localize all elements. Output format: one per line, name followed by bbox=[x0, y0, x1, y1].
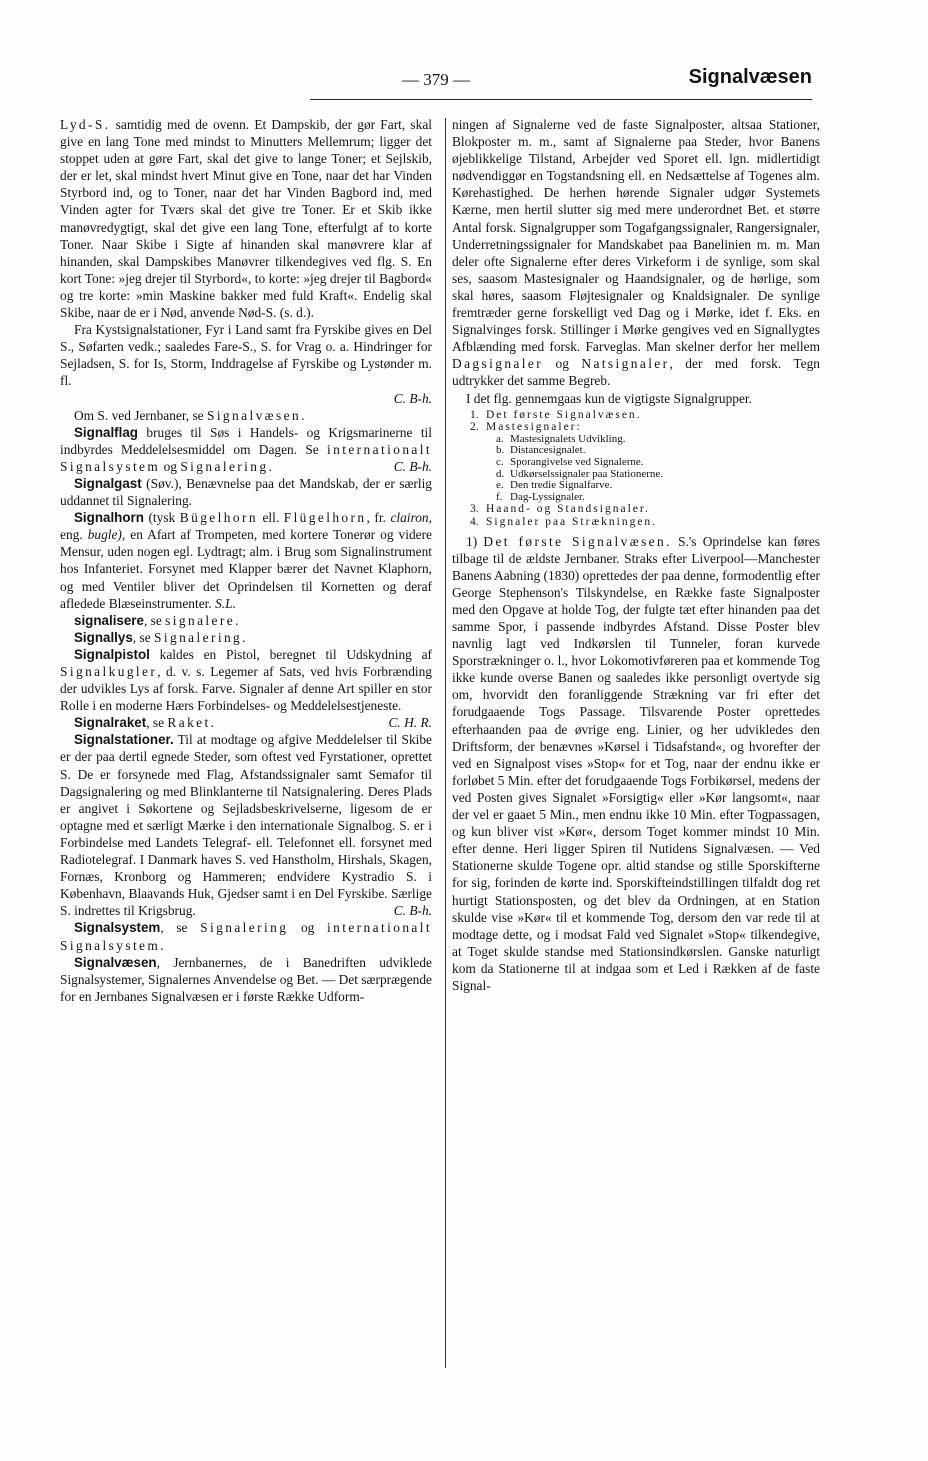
entry-text: og bbox=[288, 920, 327, 936]
spaced-term: Signalering bbox=[200, 920, 289, 936]
entry-text: , se bbox=[132, 629, 154, 645]
author-signature: C. B-h. bbox=[393, 390, 432, 406]
spaced-term: Lyd-S. bbox=[60, 117, 111, 132]
section-number: 1) bbox=[466, 533, 484, 549]
lemma: Signalpistol bbox=[74, 646, 150, 662]
spaced-term: Signalering. bbox=[154, 629, 248, 645]
entry-text: , der med forsk. Tegn udtrykker det samme Begreb. bbox=[452, 356, 820, 389]
entry-signalsystem bbox=[60, 919, 432, 953]
entry-text: S.'s Oprindelse kan føres tilbage til de ældste Jernbaner. Straks efter Liverpool—Manchester Banens Aabning (1830) oprettedes der paa denne, formodentlig efter George Stephenson's Tilskyndelse, en Række faste Signalposter med den Opgave at holde Tog, der fulgte tæt efter hinanden paa det samme Spor, i passende indbyrdes Afstand. Disse Poster blev navnlig lagt ved Indkørslen til Tunneler, foran kurvede Sporstrækninger o. l., hvor Lokomotivføreren paa et kommende Tog ikke kunde overse Banen og saaledes ikke personligt overtyde sig om, hvorvidt den foranliggende Strækning var fri efter det forudgaaende Togs Passage. Tilsvarende Poster oprettedes efterhaanden paa de øvrige eng. Linier, og her udvikledes den Driftsform, der benævnes »Kørsel i Tidsafstand«, og hvorefter der ved en Signalpost vises »Stop« for et Tog, naar der endnu ikke er forløbet 5 Min. efter det forudgaaende Togs Forbikørsel, medens der ved Posten gives Signalet »Forsigtig« eller »Kør langsomt«, naar der vel er gaaet 5 Min., men endnu ikke 10 Min. efter Togpassagen, og kun bliver vist »Kør«, dersom Toget kommer mindst 10 Min. efter denne. Heri ligger Spiren til Nutidens Signalvæsen. — Ved Stationerne skulde Togene opr. altid standse og stille Sporskifterne for sig, forinden de kørte ind. Sporskifteindstillingen tilfaldt dog ret hurtigt Stationsposten, og det blev da Ordningen, at en Station skulde vise »Kør« til et kommende Tog, dersom den var rede til at modtage dette, og i modsat Fald ved Signalet »Stop« tilkendegive, at Toget skulde standse med Stationsindkørslen. Ganske naturligt kom da Stationerne til at indgaa som et Led i Rækken af de faste Signal- bbox=[452, 533, 820, 993]
lemma: signalisere bbox=[74, 612, 144, 628]
sub-outline bbox=[496, 434, 820, 504]
spaced-term: Bügelhorn bbox=[179, 510, 258, 526]
entry-signalvaesen bbox=[60, 954, 432, 1005]
entry-text: , se bbox=[160, 920, 201, 936]
outline-text: Det første Signalvæsen. bbox=[486, 408, 642, 421]
outline-text: Haand- og Standsignaler. bbox=[486, 503, 650, 516]
outline-number: 3. bbox=[470, 503, 479, 516]
outline-text: Mastesignalets Udvikling. bbox=[510, 432, 626, 445]
spaced-term: Signalering. bbox=[180, 458, 275, 474]
outline-letter: a. bbox=[496, 432, 504, 445]
entry-paragraph: I det flg. gennemgaas kun de vigtigste Signalgrupper. bbox=[466, 390, 752, 406]
outline-text: Signaler paa Strækningen. bbox=[486, 515, 658, 528]
entry-text: og bbox=[543, 356, 582, 372]
entry-text: ell. bbox=[257, 510, 284, 526]
page-number: — 379 — bbox=[402, 70, 470, 89]
lemma: Signalraket bbox=[74, 715, 147, 731]
outline-item bbox=[470, 409, 820, 422]
entry-signalisere bbox=[60, 612, 432, 629]
entry-signal-continued bbox=[60, 116, 432, 321]
outline-text: Mastesignaler: bbox=[486, 421, 582, 434]
entry-text: , d. v. s. Legemer af Sats, ved hvis Forbrænding der udvikles Lys af forsk. Farve. Signaler af denne Art spiller en stor Rolle i en moderne Hærs Forbindelses- og Meddelelsestjeneste. bbox=[60, 664, 432, 714]
italic-term: clairon bbox=[390, 510, 429, 526]
entry-signalflag bbox=[60, 424, 432, 475]
outline-letter: e. bbox=[496, 479, 504, 492]
outline-text: Distancesignalet. bbox=[510, 444, 586, 457]
lemma: Signalsystem bbox=[74, 920, 161, 936]
entry-text: , en Afart af Trompeten, med kortere Tonerør og videre Mensur, uden nogen egl. Lydtragt; alm. i Brug som Signalinstrument hos Infanteriet. Forsynet med Klapper bærer det Navnet Klaphorn, og med Ventiler bliver det Oprindelsen til Kornetten og deraf afledede Blæseinstrumenter. bbox=[60, 527, 432, 611]
entry-paragraph bbox=[60, 321, 432, 406]
outline-item bbox=[470, 516, 820, 529]
entry-text: , se bbox=[146, 715, 168, 731]
outline-number: 4. bbox=[470, 515, 479, 528]
left-column bbox=[60, 116, 432, 1005]
entry-text: Om S. ved Jernbaner, se bbox=[74, 407, 207, 423]
entry-text: (Søv.), Benævnelse paa det Mandskab, der er særlig uddannet til Signalering. bbox=[60, 475, 432, 509]
author-signature: S.L. bbox=[215, 595, 236, 611]
outline-text: Sporangivelse ved Signalerne. bbox=[510, 455, 644, 468]
spaced-term: internationalt Signalsystem bbox=[60, 441, 432, 474]
cross-reference bbox=[60, 407, 432, 424]
right-column bbox=[452, 116, 820, 994]
section-first-signalvaesen bbox=[452, 533, 820, 995]
entry-signalgast bbox=[60, 475, 432, 509]
entry-text: bruges til Søs i Handels- og Krigsmarinerne til indbyrdes Meddelelsesmiddel om Dagen. Se bbox=[60, 424, 432, 457]
lemma: Signalvæsen bbox=[74, 954, 157, 970]
header-rule bbox=[310, 99, 812, 100]
lemma: Signalgast bbox=[74, 475, 142, 491]
outline-number: 2. bbox=[470, 421, 479, 434]
entry-text: , se bbox=[143, 612, 166, 628]
outline-text: Udkørselssignaler paa Stationerne. bbox=[510, 467, 664, 480]
entry-signalstationer bbox=[60, 731, 432, 919]
outline-text: Dag-Lyssignaler. bbox=[510, 490, 585, 503]
entry-text: (tysk bbox=[143, 510, 180, 526]
spaced-term: internationalt Signalsystem. bbox=[60, 920, 432, 953]
entry-text: , Jernbanernes, de i Banedriften udviklede Signalsystemer, Signalernes Anvendelse og Bet. — Det særprægende for en Jernbanes Signalvæsen er i første Række Udform- bbox=[60, 954, 432, 1004]
section-outline bbox=[470, 409, 820, 529]
spaced-term: Dagsignaler bbox=[452, 356, 544, 372]
entry-text: Fra Kystsignalstationer, Fyr i Land samt fra Fyrskibe gives en Del S., Søfarten vedk.; saaledes Fare-S., S. for Vrag o. a. Hindringer for Sejladsen, S. for Is, Storm, Inddragelse af Fyrskibe og Lystønder m. fl. bbox=[60, 322, 432, 389]
author-signature: C. H. R. bbox=[388, 715, 432, 731]
spaced-term: Natsignaler bbox=[581, 356, 670, 372]
lemma: Signalstationer. bbox=[74, 732, 174, 748]
entry-text: samtidig med de ovenn. Et Dampskib, der gør Fart, skal give en lang Tone med mindst to Minutters Mellemrum; ligger det stoppet uden at gøre Fart, skal det give to lange Toner; et Sejlskib, der er let, skal mindst hvert Minut give en Tone, naar det har Vinden Styrbord ind, og to Toner, naar det har Vinden Bagbord ind, med Vinden agter for Tværs skal det give tre Toner. Er et Skib ikke manøvredygtigt, skal det give een lang Tone, efterfulgt af to korte Toner. Naar Skibe i Sigte af hinanden skal manøvrere klar af hinanden, skal Dampskibes Manøvrer tilkendegives ved flg. S. En kort Tone: »jeg drejer til Styrbord«, to korte: »jeg drejer til Bagbord« og tre korte: »min Maskine bakker med fuld Kraft«. Endelig skal Skibe, naar de er i Nød, anvende Nød-S. (s. d.). bbox=[60, 117, 432, 321]
author-signature: C. B-h. bbox=[393, 458, 432, 474]
author-signature: C. B-h. bbox=[393, 903, 432, 919]
entry-signalhorn bbox=[60, 509, 432, 612]
outline-letter: d. bbox=[496, 467, 505, 480]
page-header bbox=[60, 64, 812, 104]
italic-term: bugle) bbox=[87, 527, 122, 543]
outline-letter: c. bbox=[496, 455, 504, 468]
lemma: Signalhorn bbox=[74, 510, 144, 526]
entry-text: , fr. bbox=[366, 510, 391, 526]
spaced-term: Det første Signalvæsen. bbox=[483, 533, 672, 549]
entry-text: , eng. bbox=[60, 510, 432, 543]
spaced-term: Signalvæsen. bbox=[206, 407, 307, 423]
running-head: Signalvæsen bbox=[688, 66, 812, 88]
lemma: Signallys bbox=[74, 629, 133, 645]
spaced-term: signalere. bbox=[165, 612, 241, 628]
entry-text: ningen af Signalerne ved de faste Signalposter, altsaa Stationer, Blokposter m. m., samt af Signalerne paa Steder, hvor Banens øjeblikkelige Tilstand, Arbejder ved Sporet ell. lgn. midlertidigt nødvendiggør en Togstandsning ell. en Nedsættelse af Togenes alm. Kørehastighed. De herhen hørende Signaler udgør Systemets Kærne, men hertil slutter sig med mere underordnet Bet. et større Antal forsk. Signalgrupper som Togafgangssignaler, Rangersignaler, Underretningssignaler for Mandskabet paa Banelinien m. m. Man deler ofte Signalerne efter deres Virkeform i de synlige, som skal ses, saasom Mastesignaler og Haandsignaler, og de hørlige, som skal høres, saasom Fløjtesignaler og Knaldsignaler. De synlige fremtræder gerne forskelligt ved Dag og i Mørke, idet f. Eks. en Signalvinges forsk. Stillinger i Mørke gengives ved en Signallygtes Afblænding med forsk. Farveglas. Man skelner derfor her mellem bbox=[452, 117, 820, 355]
column-divider bbox=[445, 118, 446, 1368]
outline-letter: f. bbox=[496, 490, 503, 503]
spaced-term: Signalkugler bbox=[60, 664, 158, 679]
entry-paragraph bbox=[452, 116, 820, 390]
spaced-term: Raket. bbox=[167, 715, 217, 731]
outline-number: 1. bbox=[470, 408, 479, 421]
outline-subitem bbox=[496, 492, 820, 504]
entry-text: kaldes en Pistol, beregnet til Udskydning af bbox=[149, 646, 432, 662]
outline-text: Den tredie Signalfarve. bbox=[510, 479, 613, 492]
lemma: Signalflag bbox=[74, 424, 138, 440]
outline-letter: b. bbox=[496, 444, 505, 457]
entry-signallys bbox=[60, 629, 432, 646]
outline-item bbox=[470, 503, 820, 516]
entry-text: og bbox=[160, 458, 181, 474]
spaced-term: Flügelhorn bbox=[283, 510, 367, 526]
outline-item bbox=[470, 421, 820, 503]
entry-text: Til at modtage og afgive Meddelelser til Skibe er der paa dertil egnede Steder, som oftest ved Fyrstationer, oprettet S. De er forsynede med Flag, Afstandssignaler samt Semafor til Dagsignalering og med Blinklanterne til Natsignalering. Deres Plads er angivet i Søkortene og Sejladsbeskrivelserne, ligesom de er optagne med et særligt Mærke i den internationale Signalbog. S. er i Forbindelse med Landets Telegraf- ell. Telefonnet ell. forsynet med Radiotelegraf. I Danmark haves S. ved Hanstholm, Hirshals, Skagen, Fornæs, Kronborg og Hammeren; endvidere Kystradio S. i København, Blaavands Huk, Gjedser samt i en Del Fyrskibe. Særlige S. indrettes til Krigsbrug. bbox=[60, 732, 432, 919]
